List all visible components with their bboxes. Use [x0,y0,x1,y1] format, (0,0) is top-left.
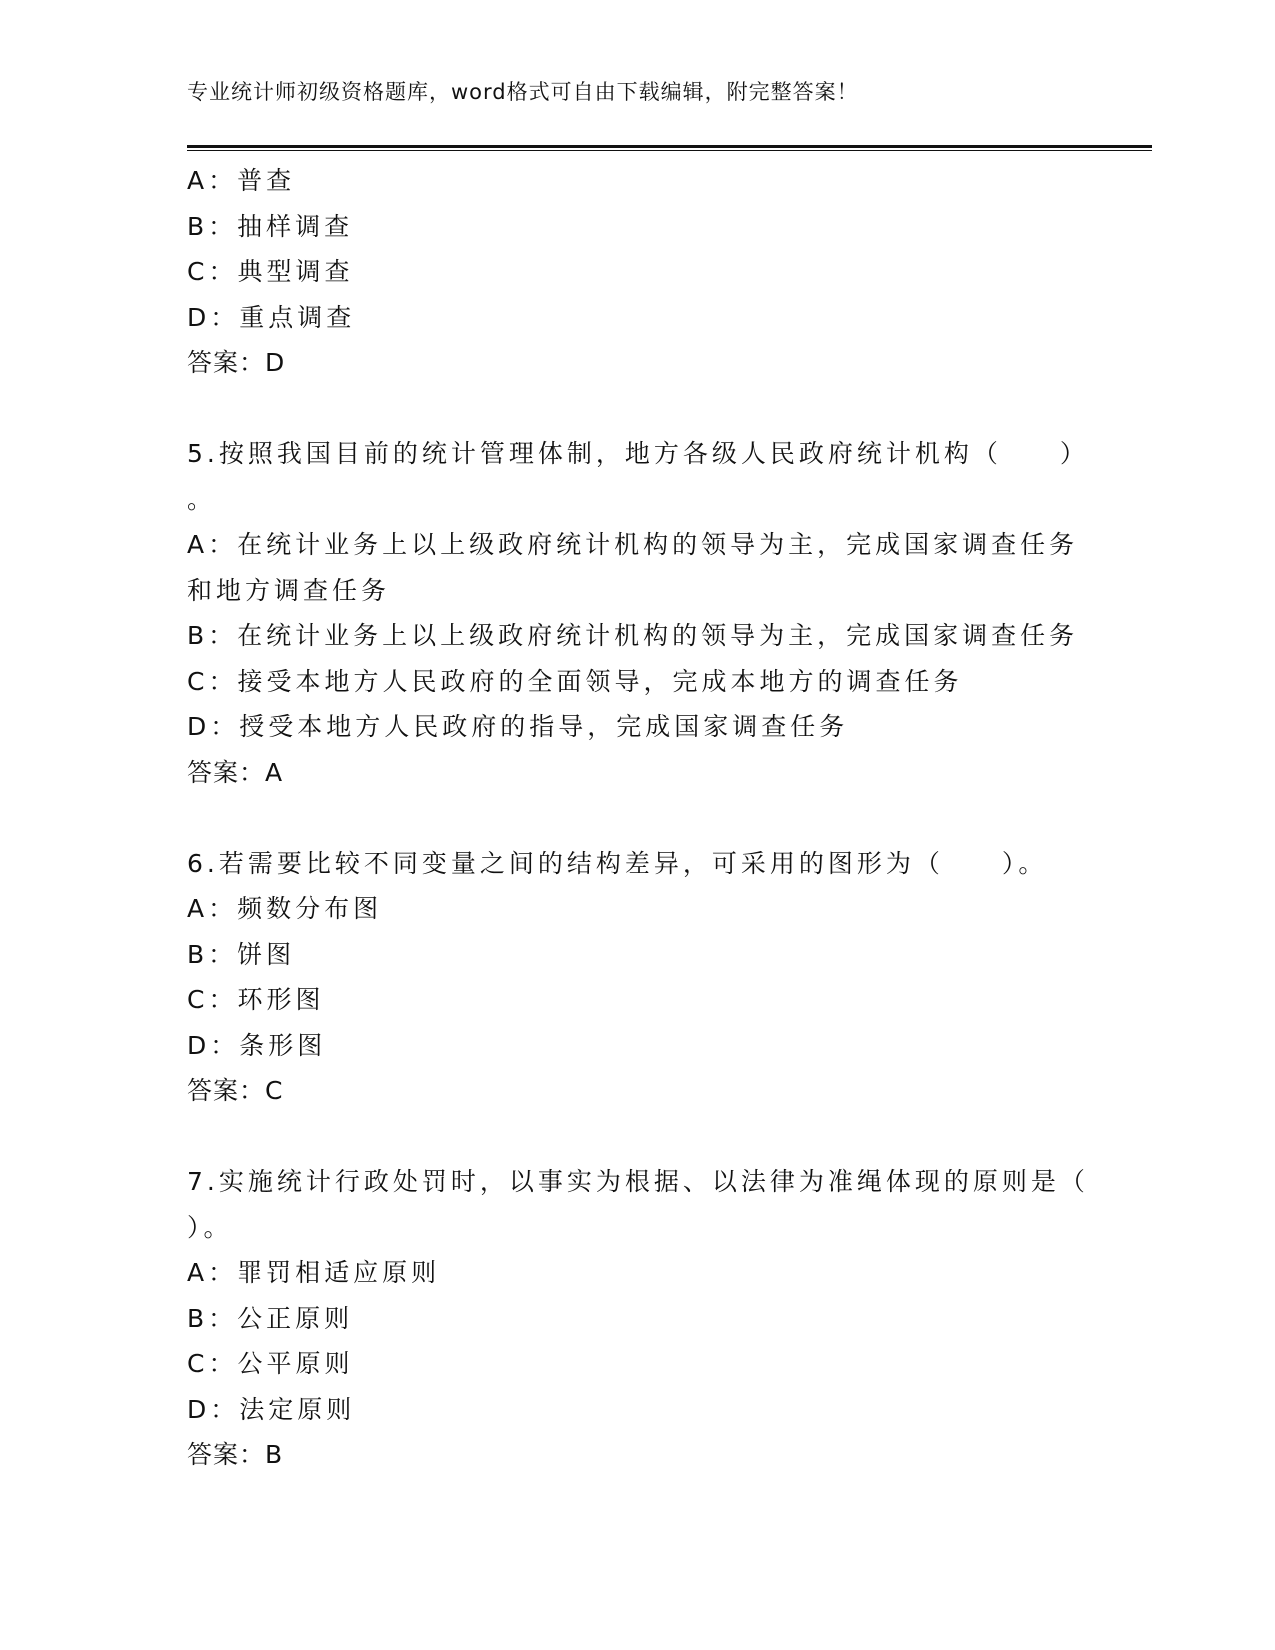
option-a: A：罪罚相适应原则 [187,1258,441,1287]
option-d: D：授受本地方人民政府的指导，完成国家调查任务 [187,712,849,741]
option-d: D：重点调查 [187,302,356,332]
question-text: 7.实施统计行政处罚时，以事实为根据、以法律为准绳体现的原则是（ [187,1167,1089,1196]
option-a: A：普查 [187,166,296,195]
header-divider-thin [187,150,1152,151]
option-d: D：法定原则 [187,1394,356,1424]
question-list [187,158,1087,1478]
header-divider [187,145,1152,148]
question-block [187,431,1087,795]
question-block [187,1159,1087,1478]
spacer [187,1114,1087,1160]
question-text: 5.按照我国目前的统计管理体制，地方各级人民政府统计机构（ ） [187,439,1089,468]
spacer [187,386,1087,432]
answer-line: 答案：D [187,348,286,377]
option-c: C：公平原则 [187,1349,354,1378]
option-b: B：在统计业务上以上级政府统计机构的领导为主，完成国家调查任务 [187,621,1079,650]
question-text: 6.若需要比较不同变量之间的结构差异，可采用的图形为（ ）。 [187,848,1048,878]
page-header: 专业统计师初级资格题库，word格式可自由下载编辑，附完整答案！ [187,80,859,104]
question-block [187,841,1087,1114]
option-c: C：接受本地方人民政府的全面领导，完成本地方的调查任务 [187,666,963,696]
answer-line: 答案：C [187,1076,284,1105]
option-b: B：抽样调查 [187,211,354,241]
question-block [187,158,1087,386]
option-c: C：环形图 [187,985,325,1014]
option-a-continued: 和地方调查任务 [187,575,391,605]
option-b: B：饼图 [187,939,296,969]
answer-line: 答案：B [187,1440,284,1469]
answer-line: 答案：A [187,757,284,787]
option-a: A：在统计业务上以上级政府统计机构的领导为主，完成国家调查任务 [187,530,1079,559]
spacer [187,795,1087,841]
question-text-continued: ）。 [187,1212,233,1242]
option-d: D：条形图 [187,1030,327,1060]
option-a: A：频数分布图 [187,894,383,923]
option-c: C：典型调查 [187,257,354,286]
question-text-continued: 。 [187,484,217,514]
option-b: B：公正原则 [187,1303,354,1333]
